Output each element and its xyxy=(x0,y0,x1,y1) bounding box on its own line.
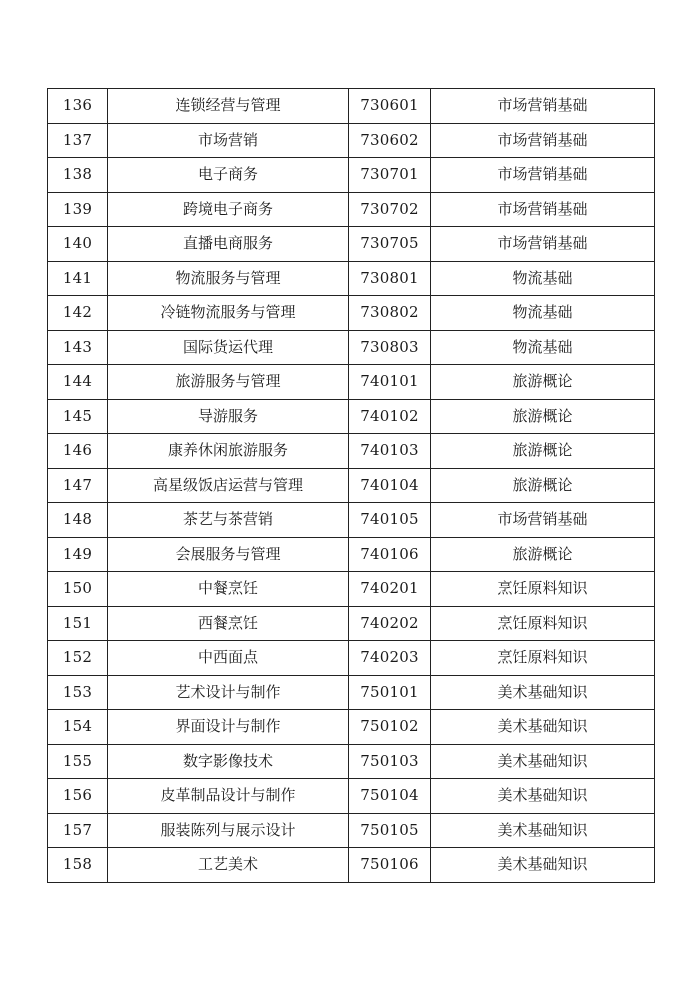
major-code: 740102 xyxy=(349,399,431,434)
exam-course: 美术基础知识 xyxy=(431,710,655,745)
major-code: 740106 xyxy=(349,537,431,572)
table-row xyxy=(48,261,655,296)
major-name: 数字影像技术 xyxy=(108,744,349,779)
row-number: 155 xyxy=(48,744,108,779)
table-row xyxy=(48,641,655,676)
major-name: 跨境电子商务 xyxy=(108,192,349,227)
row-number: 137 xyxy=(48,123,108,158)
major-code: 730801 xyxy=(349,261,431,296)
table-row xyxy=(48,330,655,365)
major-name: 高星级饭店运营与管理 xyxy=(108,468,349,503)
major-name: 康养休闲旅游服务 xyxy=(108,434,349,469)
major-name: 中餐烹饪 xyxy=(108,572,349,607)
major-code: 740101 xyxy=(349,365,431,400)
exam-course: 旅游概论 xyxy=(431,537,655,572)
major-code: 730803 xyxy=(349,330,431,365)
table-row xyxy=(48,399,655,434)
major-name: 茶艺与茶营销 xyxy=(108,503,349,538)
major-code: 730705 xyxy=(349,227,431,262)
table-row xyxy=(48,675,655,710)
table-row xyxy=(48,744,655,779)
table-row xyxy=(48,848,655,883)
exam-course: 美术基础知识 xyxy=(431,848,655,883)
major-name: 艺术设计与制作 xyxy=(108,675,349,710)
table-row xyxy=(48,503,655,538)
table-row xyxy=(48,158,655,193)
major-name: 中西面点 xyxy=(108,641,349,676)
exam-course: 市场营销基础 xyxy=(431,158,655,193)
table-row xyxy=(48,123,655,158)
table-row xyxy=(48,779,655,814)
row-number: 157 xyxy=(48,813,108,848)
major-code: 740203 xyxy=(349,641,431,676)
major-name: 服装陈列与展示设计 xyxy=(108,813,349,848)
major-code: 740105 xyxy=(349,503,431,538)
exam-course: 市场营销基础 xyxy=(431,503,655,538)
exam-course: 物流基础 xyxy=(431,261,655,296)
row-number: 156 xyxy=(48,779,108,814)
row-number: 150 xyxy=(48,572,108,607)
exam-course: 物流基础 xyxy=(431,296,655,331)
major-code: 740103 xyxy=(349,434,431,469)
major-name: 直播电商服务 xyxy=(108,227,349,262)
row-number: 141 xyxy=(48,261,108,296)
major-code: 750103 xyxy=(349,744,431,779)
major-code: 750102 xyxy=(349,710,431,745)
row-number: 143 xyxy=(48,330,108,365)
row-number: 154 xyxy=(48,710,108,745)
exam-course: 美术基础知识 xyxy=(431,813,655,848)
major-name: 界面设计与制作 xyxy=(108,710,349,745)
table-row xyxy=(48,365,655,400)
major-name: 西餐烹饪 xyxy=(108,606,349,641)
table-row xyxy=(48,468,655,503)
major-code: 730602 xyxy=(349,123,431,158)
table-row xyxy=(48,89,655,124)
row-number: 144 xyxy=(48,365,108,400)
exam-course: 市场营销基础 xyxy=(431,227,655,262)
major-name: 皮革制品设计与制作 xyxy=(108,779,349,814)
table-row xyxy=(48,434,655,469)
exam-course: 旅游概论 xyxy=(431,468,655,503)
major-code: 730701 xyxy=(349,158,431,193)
row-number: 138 xyxy=(48,158,108,193)
exam-course: 旅游概论 xyxy=(431,365,655,400)
table-row xyxy=(48,192,655,227)
row-number: 153 xyxy=(48,675,108,710)
major-code: 750104 xyxy=(349,779,431,814)
row-number: 147 xyxy=(48,468,108,503)
major-code: 750106 xyxy=(349,848,431,883)
exam-course: 市场营销基础 xyxy=(431,192,655,227)
table-row xyxy=(48,537,655,572)
major-code: 750105 xyxy=(349,813,431,848)
row-number: 146 xyxy=(48,434,108,469)
row-number: 151 xyxy=(48,606,108,641)
major-name: 市场营销 xyxy=(108,123,349,158)
row-number: 145 xyxy=(48,399,108,434)
exam-course: 美术基础知识 xyxy=(431,744,655,779)
major-name: 会展服务与管理 xyxy=(108,537,349,572)
major-code: 730802 xyxy=(349,296,431,331)
major-code: 730601 xyxy=(349,89,431,124)
row-number: 136 xyxy=(48,89,108,124)
exam-course: 烹饪原料知识 xyxy=(431,606,655,641)
exam-course: 市场营销基础 xyxy=(431,89,655,124)
major-code: 730702 xyxy=(349,192,431,227)
row-number: 148 xyxy=(48,503,108,538)
major-name: 国际货运代理 xyxy=(108,330,349,365)
table-row xyxy=(48,572,655,607)
table-row xyxy=(48,606,655,641)
major-name: 连锁经营与管理 xyxy=(108,89,349,124)
major-name: 工艺美术 xyxy=(108,848,349,883)
table-row xyxy=(48,227,655,262)
exam-course: 旅游概论 xyxy=(431,399,655,434)
table-row xyxy=(48,813,655,848)
major-code: 740202 xyxy=(349,606,431,641)
row-number: 152 xyxy=(48,641,108,676)
table-row xyxy=(48,710,655,745)
exam-course: 市场营销基础 xyxy=(431,123,655,158)
exam-course: 烹饪原料知识 xyxy=(431,641,655,676)
row-number: 158 xyxy=(48,848,108,883)
major-name: 电子商务 xyxy=(108,158,349,193)
exam-course: 旅游概论 xyxy=(431,434,655,469)
exam-course: 美术基础知识 xyxy=(431,779,655,814)
row-number: 140 xyxy=(48,227,108,262)
major-name: 物流服务与管理 xyxy=(108,261,349,296)
exam-course: 物流基础 xyxy=(431,330,655,365)
row-number: 139 xyxy=(48,192,108,227)
major-course-table xyxy=(47,88,655,883)
major-name: 导游服务 xyxy=(108,399,349,434)
major-name: 冷链物流服务与管理 xyxy=(108,296,349,331)
row-number: 142 xyxy=(48,296,108,331)
major-name: 旅游服务与管理 xyxy=(108,365,349,400)
table-row xyxy=(48,296,655,331)
major-code: 740201 xyxy=(349,572,431,607)
major-code: 750101 xyxy=(349,675,431,710)
row-number: 149 xyxy=(48,537,108,572)
exam-course: 烹饪原料知识 xyxy=(431,572,655,607)
exam-course: 美术基础知识 xyxy=(431,675,655,710)
major-code: 740104 xyxy=(349,468,431,503)
